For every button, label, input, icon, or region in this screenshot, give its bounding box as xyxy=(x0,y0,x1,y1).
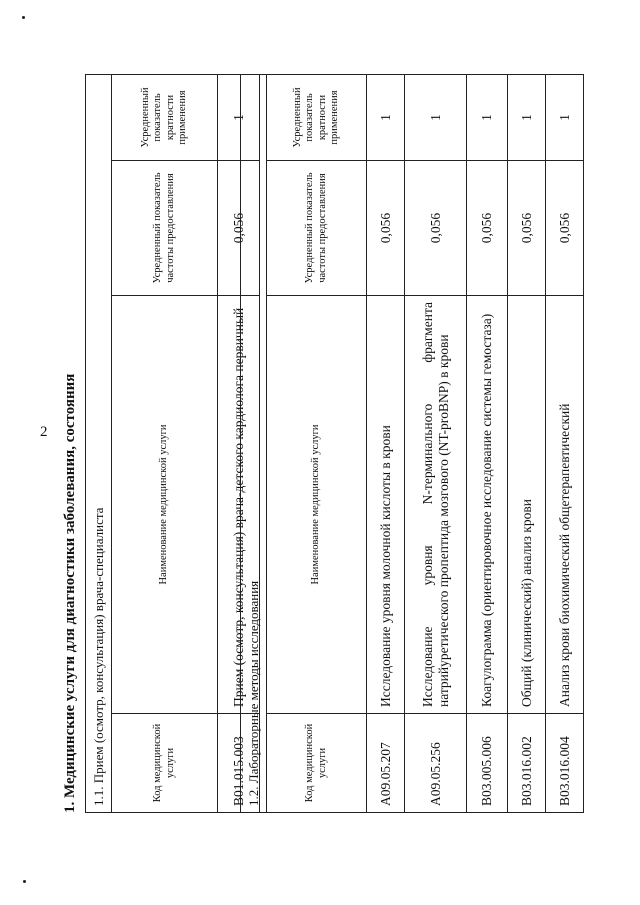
cell-multiplicity: 1 xyxy=(218,75,260,161)
table-laboratory xyxy=(240,74,584,813)
cell-name: Исследование уровня N-терминального фрагмента натрийуретического пропептида мозгового (NT-proBNP) в крови xyxy=(405,296,467,714)
table-row xyxy=(467,75,508,813)
column-header-multiplicity: Усредненный показатель кратности применения xyxy=(112,75,218,161)
cell-code: B01.015.003 xyxy=(218,714,260,813)
cell-name: Прием (осмотр, консультация) врача-детского кардиолога первичный xyxy=(218,296,260,714)
cell-multiplicity: 1 xyxy=(367,75,405,161)
cell-name: Коагулограмма (ориентировочное исследование системы гемостаза) xyxy=(467,296,508,714)
cell-code: B03.016.004 xyxy=(546,714,584,813)
cell-code: A09.05.207 xyxy=(367,714,405,813)
cell-name: Анализ крови биохимический общетерапевтический xyxy=(546,296,584,714)
cell-name: Исследование уровня молочной кислоты в крови xyxy=(367,296,405,714)
table-row xyxy=(367,75,405,813)
cell-frequency: 0,056 xyxy=(405,161,467,296)
cell-frequency: 0,056 xyxy=(367,161,405,296)
table-row xyxy=(405,75,467,813)
column-header-code: Код медицинской услуги xyxy=(112,714,218,813)
cell-multiplicity: 1 xyxy=(546,75,584,161)
cell-code: B03.005.006 xyxy=(467,714,508,813)
column-header-multiplicity: Усредненный показатель кратности применения xyxy=(267,75,367,161)
cell-frequency: 0,056 xyxy=(467,161,508,296)
cell-frequency: 0,056 xyxy=(546,161,584,296)
column-header-frequency: Усредненный показатель частоты предоставления xyxy=(267,161,367,296)
cell-code: B03.016.002 xyxy=(508,714,546,813)
table-row xyxy=(546,75,584,813)
table-caption: 1.2. Лабораторные методы исследования xyxy=(241,75,267,813)
column-header-name: Наименование медицинской услуги xyxy=(267,296,367,714)
cell-multiplicity: 1 xyxy=(508,75,546,161)
section-heading: 1. Медицинские услуги для диагностики заболевания, состояния xyxy=(62,373,78,813)
table-row xyxy=(508,75,546,813)
cell-name: Общий (клинический) анализ крови xyxy=(508,296,546,714)
page-number: 2 xyxy=(40,424,48,440)
cell-frequency: 0,056 xyxy=(508,161,546,296)
column-header-name: Наименование медицинской услуги xyxy=(112,296,218,714)
column-header-code: Код медицинской услуги xyxy=(267,714,367,813)
cell-multiplicity: 1 xyxy=(467,75,508,161)
table-caption: 1.1. Прием (осмотр, консультация) врача-специалиста xyxy=(86,75,112,813)
cell-frequency: 0,056 xyxy=(218,161,260,296)
column-header-frequency: Усредненный показатель частоты предоставления xyxy=(112,161,218,296)
cell-code: A09.05.256 xyxy=(405,714,467,813)
table-consultation xyxy=(85,74,260,813)
cell-multiplicity: 1 xyxy=(405,75,467,161)
